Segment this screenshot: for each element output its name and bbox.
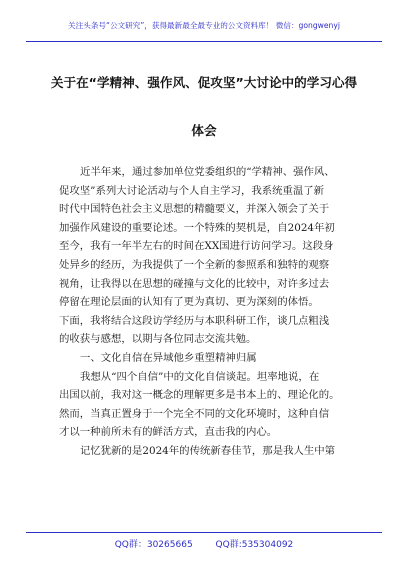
document-title-line-2: 体会 [191,123,217,138]
paragraph-line: 然而，当真正置身于一个完全不同的文化环境时，这种自信 [59,407,330,420]
paragraph-line: 处异乡的经历，为我提供了一个全新的参照系和独特的观察 [59,258,330,271]
paragraph-line: 加强作风建设的重要论述。一个特殊的契机是，自2024年初 [59,221,335,234]
paragraph-line: 近半年来，通过参加单位党委组织的“学精神、强作风、 [80,166,335,178]
top-banner: 关注头条号“公文研究”，获得最新最全最专业的公文资料库！ 微信：gongwenyj [68,21,340,30]
bottom-divider [26,532,382,533]
paragraph-line: 时代中国特色社会主义思想的精髓要义，并深入领会了关于 [59,203,330,216]
paragraph-line: 出国以前，我对这一概念的理解更多是书本上的、理论化的。 [59,389,340,402]
paragraph-line: 下面，我将结合这段访学经历与本职科研工作，谈几点粗浅 [59,314,330,327]
top-divider [26,41,382,42]
paragraph-line: 停留在理论层面的认知有了更为真切、更为深刻的体悟。 [59,296,319,309]
paragraph-line: 至今，我有一年半左右的时间在XX国进行访问学习。这段身 [59,240,334,253]
body-text [59,163,357,461]
qq-group-1: QQ群：30265665 [114,540,193,550]
footer-contact [0,537,408,550]
paragraph-line: 才以一种前所未有的鲜活方式，直击我的内心。 [59,426,278,439]
paragraph-line: 的收获与感想，以期与各位同志交流共勉。 [59,333,257,346]
qq-group-2: QQ群:535304092 [215,540,294,550]
paragraph-line: 记忆犹新的是2024年的传统新春佳节，那是我人生中第 [80,444,336,457]
section-heading: 一、文化自信在异域他乡重塑精神归属 [80,351,257,364]
paragraph-line: 促攻坚”系列大讨论活动与个人自主学习，我系统重温了新 [59,184,325,197]
paragraph-line: 我想从“四个自信”中的文化自信谈起。坦率地说，在 [80,370,320,383]
document-title-line-1: 关于在“学精神、强作风、促攻坚”大讨论中的学习心得 [50,75,358,90]
paragraph-line: 视角，让我得以在思想的碰撞与文化的比较中，对许多过去 [59,277,330,290]
